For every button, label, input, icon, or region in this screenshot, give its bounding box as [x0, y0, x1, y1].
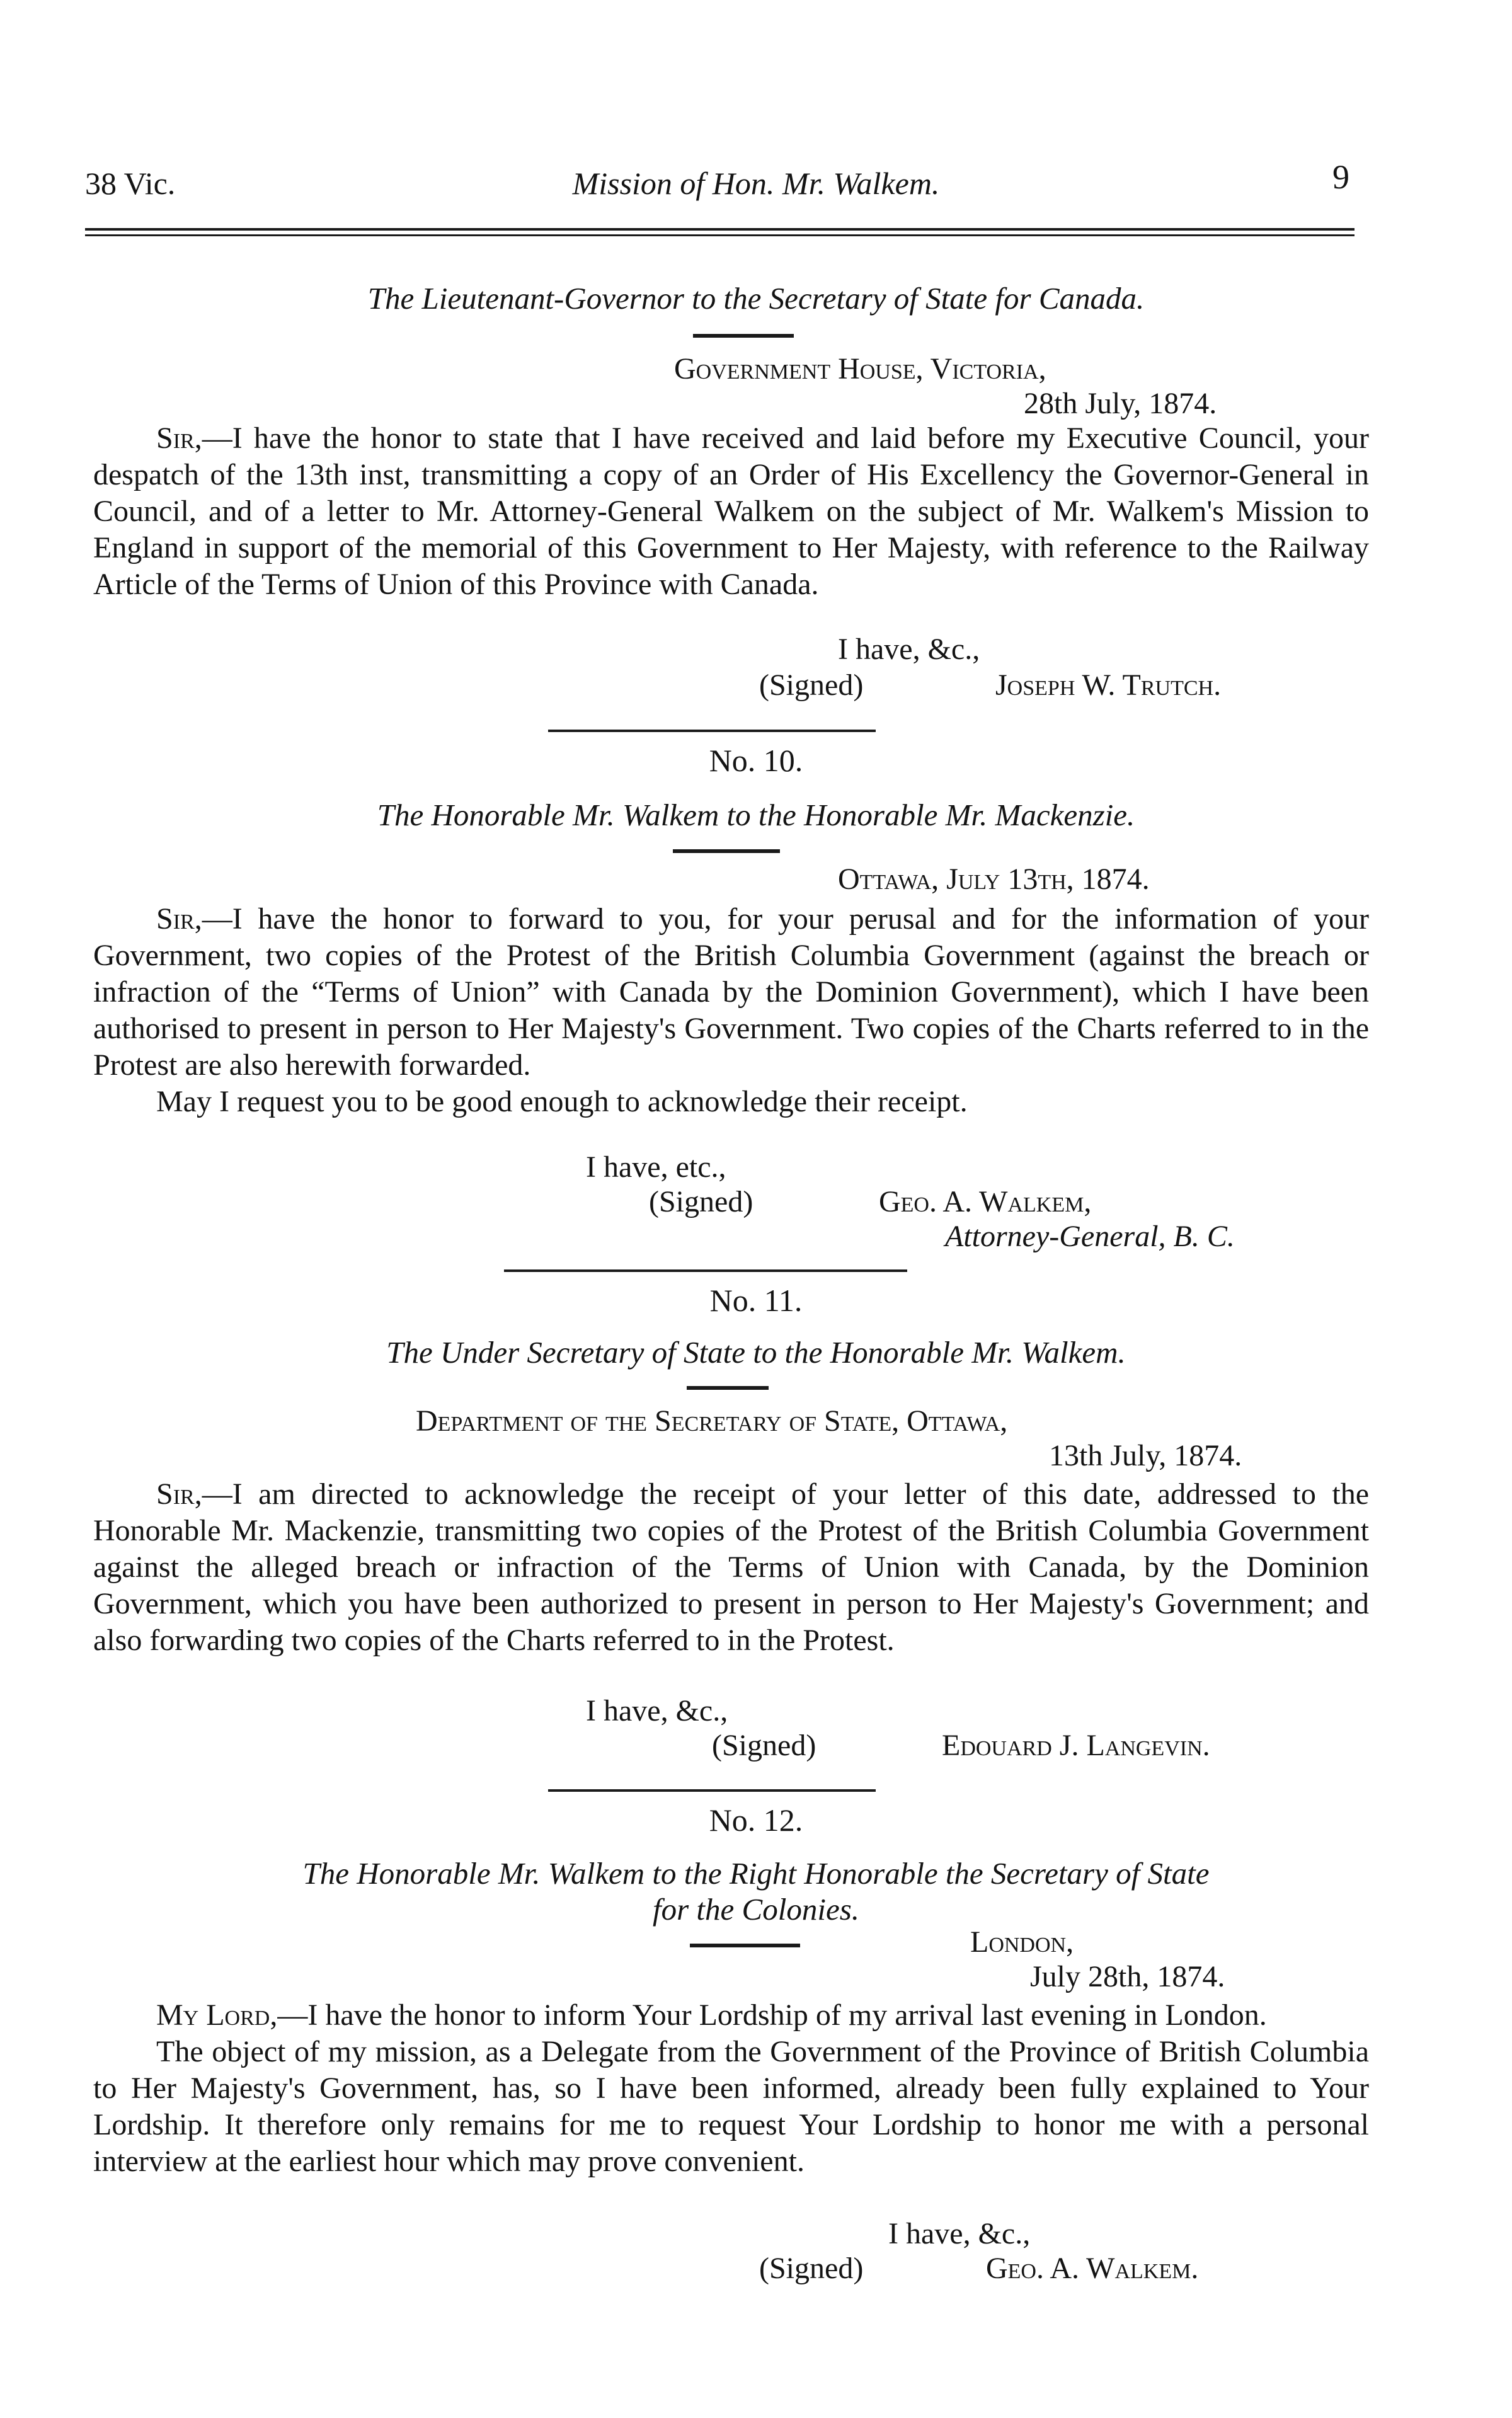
letter2-heading: The Honorable Mr. Walkem to the Honorable Mr. Mackenzie. [377, 798, 1135, 832]
letter2-salutation: Sir, [156, 902, 202, 936]
letter1-signed: (Signed) [759, 668, 864, 702]
header-rule-top [85, 228, 1354, 231]
letter4-signature: Geo. A. Walkem. [986, 2252, 1199, 2285]
page-number: 9 [1332, 158, 1349, 196]
letter4-heading-rule [690, 1944, 800, 1947]
letter1-heading: The Lieutenant-Governor to the Secretary of State for Canada. [367, 281, 1145, 316]
letter4-place: London, [970, 1925, 1074, 1959]
letter4-number: No. 12. [709, 1802, 803, 1838]
letter2-closing: I have, etc., [586, 1150, 726, 1184]
letter2-text: —I have the honor to forward to you, for your perusal and for the information of your Government, two copies of the Protest of the British Columbia Government (against the breach or infraction of the “Terms of Union” with Canada by the Dominion Government), which I have been authorised to present in person to Her Majesty's Government. Two copies of the Charts referred to in the Protest are also herewith forwarded. [93, 902, 1369, 1082]
letter2-heading-rule [673, 849, 780, 853]
letter3-heading: The Under Secretary of State to the Honorable Mr. Walkem. [386, 1335, 1126, 1370]
letter4-text: —I have the honor to inform Your Lordship of my arrival last evening in London. [277, 1998, 1267, 2032]
letter4-heading-line1: The Honorable Mr. Walkem to the Right Honorable the Secretary of State [302, 1856, 1210, 1891]
letter1-closing: I have, &c., [838, 633, 980, 666]
volume-label: 38 Vic. [85, 166, 176, 201]
letter2-signed: (Signed) [649, 1185, 753, 1218]
running-title: Mission of Hon. Mr. Walkem. [572, 166, 940, 201]
letter4-salutation: My Lord, [156, 1998, 278, 2032]
letter1-place: Government House, Victoria, [674, 352, 1046, 386]
letter3-place: Department of the Secretary of State, Ottawa, [416, 1404, 1008, 1438]
letter2-number: No. 10. [709, 743, 803, 778]
letter1-text: —I have the honor to state that I have received and laid before my Executive Council, your despatch of the 13th inst, transmitting a copy of an Order of His Excellency the Governor-General in Council, and of a letter to Mr. Attorney-General Walkem on the subject of Mr. Walkem's Mission to England in support of the memorial of this Government to Her Majesty, with reference to the Railway Article of the Terms of Union of this Province with Canada. [93, 421, 1369, 601]
letter3-closing: I have, &c., [586, 1694, 728, 1728]
letter3-heading-rule [687, 1386, 769, 1390]
letter1-salutation: Sir, [156, 421, 202, 455]
letter3-signed: (Signed) [712, 1729, 816, 1762]
letter3-text: —I am directed to acknowledge the receipt of your letter of this date, addressed to the Honorable Mr. Mackenzie, transmitting two copies of the Protest of the British Columbia Government against the alleged breach or infraction of the Terms of Union with Canada, by the Dominion Government, which you have been authorized to present in person to Her Majesty's Government; and also forwarding two copies of the Charts referred to in the Protest. [93, 1477, 1369, 1657]
letter2-title: Attorney-General, B. C. [945, 1220, 1235, 1253]
section-rule-2 [504, 1269, 907, 1272]
letter4-date: July 28th, 1874. [1030, 1960, 1225, 1993]
letter2-text-2: May I request you to be good enough to acknowledge their receipt. [156, 1085, 968, 1118]
letter3-number: No. 11. [709, 1283, 803, 1318]
letter2-signature: Geo. A. Walkem, [879, 1185, 1092, 1218]
letter3-body [93, 1476, 1369, 1659]
letter4-signed: (Signed) [759, 2252, 864, 2285]
letter3-date: 13th July, 1874. [1049, 1439, 1242, 1472]
header-rule-bottom [85, 234, 1354, 236]
section-rule-3 [548, 1789, 876, 1792]
letter3-salutation: Sir, [156, 1477, 202, 1511]
letter4-body [93, 1997, 1369, 2180]
letter2-body [93, 901, 1369, 1120]
section-rule-1 [548, 730, 876, 732]
letter1-date: 28th July, 1874. [1024, 387, 1217, 420]
letter4-closing: I have, &c., [888, 2217, 1031, 2250]
letter1-body [93, 420, 1369, 603]
letter1-heading-rule [693, 334, 794, 338]
letter3-signature: Edouard J. Langevin. [942, 1729, 1210, 1762]
letter4-heading-line2: for the Colonies. [652, 1892, 860, 1927]
letter1-signature: Joseph W. Trutch. [995, 668, 1222, 702]
letter2-place-date: Ottawa, July 13th, 1874. [838, 862, 1150, 896]
letter4-text-2: The object of my mission, as a Delegate from the Government of the Province of British Columbia to Her Majesty's Government, has, so I have been informed, already been fully explained to Your Lordship. It therefore only remains for me to request Your Lordship to honor me with a personal interview at the earliest hour which may prove convenient. [93, 2035, 1369, 2178]
